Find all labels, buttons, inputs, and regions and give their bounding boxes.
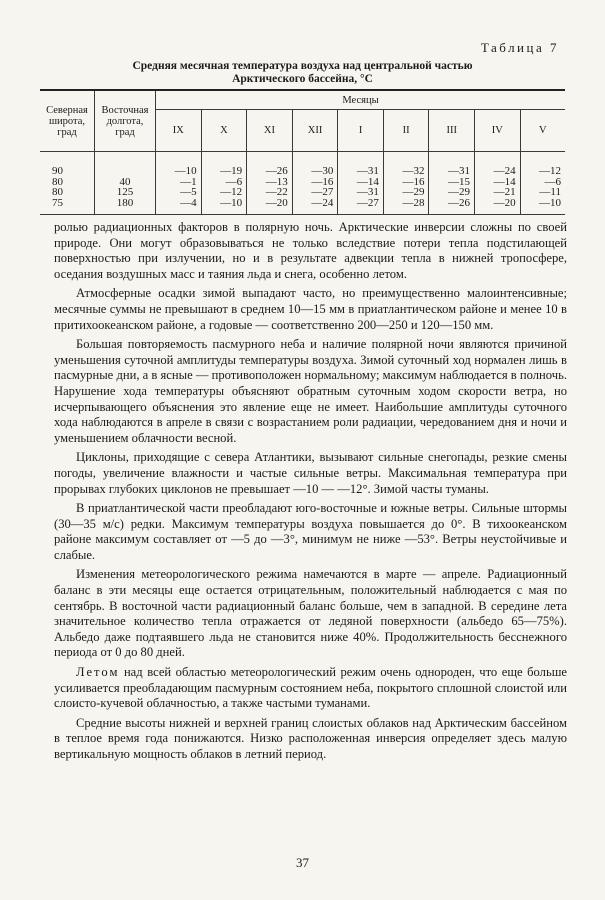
- cell-longitude: 125: [95, 187, 156, 198]
- cell-temperature: —6: [520, 177, 565, 188]
- cell-temperature: —14: [338, 177, 384, 188]
- spaced-lead-word: Летом: [76, 665, 120, 680]
- table-number: Таблица 7: [480, 40, 559, 55]
- cell-temperature: —19: [201, 152, 247, 177]
- header-months: Месяцы: [156, 90, 566, 110]
- cell-latitude: 80: [52, 175, 63, 188]
- paragraph: Большая повторяемость пасмурного неба и наличие полярной ночи являются причиной уменьшения суточной амплитуды температуры воздуха. Зимой суточный ход нормален лишь в пасмурные дни, а в ясные — противоположен нормальному; максимум наблюдается в полночь. Нарушение хода температуры объясняют обратным суточным ходом скорости ветра, но исчерпывающего объяснения это явление еще не имеет. Наибольшие амплитуды суточного хода наблюдаются в апреле в связи с возрастанием роли радиации, чередованием дня и ночи и уменьшением облачности весной.: [54, 337, 567, 445]
- cell-temperature: —1: [156, 177, 202, 188]
- cell-temperature: —27: [338, 198, 384, 215]
- cell-temperature: —14: [475, 177, 521, 188]
- cell-temperature: —20: [475, 198, 521, 215]
- cell-temperature: —24: [292, 198, 338, 215]
- table-row: [40, 187, 565, 198]
- cell-longitude: 180: [95, 198, 156, 215]
- cell-temperature: —11: [520, 187, 565, 198]
- cell-temperature: —24: [475, 152, 521, 177]
- month-header: III: [429, 110, 475, 152]
- paragraph: В приатлантической части преобладают юго-восточные и южные ветры. Сильные штормы (30—35 м/с) редки. Максимум температуры воздуха повышается до 0°. В тихоокеанском районе максимум составляет от —5 до —3°, минимум не ниже —53°. Ветры неустойчивые и слабые.: [54, 501, 567, 562]
- cell-longitude: 40: [95, 177, 156, 188]
- cell-temperature: —10: [520, 198, 565, 215]
- month-header: IX: [156, 110, 202, 152]
- cell-temperature: —4: [156, 198, 202, 215]
- paragraph: Средние высоты нижней и верхней границ слоистых облаков над Арктическим бассейном в теплое время года понижаются. Низко расположенная инверсия определяет здесь малую вертикальную мощность облаков в летний период.: [54, 715, 567, 761]
- page-number: 37: [296, 855, 309, 870]
- cell-temperature: —31: [429, 152, 475, 177]
- cell-temperature: —29: [383, 187, 429, 198]
- cell-temperature: —10: [201, 198, 247, 215]
- cell-temperature: —31: [338, 152, 384, 177]
- table-caption-line: Арктического бассейна, °С: [232, 73, 373, 85]
- cell-temperature: —32: [383, 152, 429, 177]
- cell-latitude: 80: [52, 186, 63, 198]
- paragraph: Атмосферные осадки зимой выпадают часто, но преимущественно малоинтенсивные; месячные суммы не превышают в среднем 10—15 мм в приатлантическом районе и менее 10 в притихоокеанском районе, а годовые — соответственно 200—250 и 120—150 мм.: [54, 286, 567, 332]
- header-latitude: Северная широта, град: [40, 90, 95, 152]
- cell-longitude: [95, 152, 156, 177]
- paragraph: [54, 665, 567, 712]
- table-row: [40, 198, 565, 215]
- table-caption-line: Средняя месячная температура воздуха над центральной частью: [132, 60, 473, 72]
- cell-temperature: —22: [247, 187, 293, 198]
- cell-temperature: —15: [429, 177, 475, 188]
- cell-temperature: —26: [247, 152, 293, 177]
- cell-temperature: —21: [475, 187, 521, 198]
- cell-temperature: —16: [292, 177, 338, 188]
- paragraph: ролью радиационных факторов в полярную ночь. Арктические инверсии сложны по своей природе. Они могут образовываться не только вследствие потери тепла подстилающей поверхностью при излучении, но и в результате адвекции тепла в нижней тропосфере, оседания воздушных масс и таяния льда и снега, особенно летом.: [54, 220, 567, 281]
- month-header: XI: [247, 110, 293, 152]
- cell-temperature: —5: [156, 187, 202, 198]
- table-row: [40, 152, 565, 177]
- cell-temperature: —30: [292, 152, 338, 177]
- cell-temperature: —27: [292, 187, 338, 198]
- paragraph: Изменения метеорологического режима намечаются в марте — апреле. Радиационный баланс в эти месяцы еще остается отрицательным, положительный наблюдается с мая по сентябрь. В восточной части радиационный баланс больше, чем в западной. В середине лета значительное количество тепла отражается от ледяной поверхности (альбедо 65—75%). Альбедо даже подтаявшего льда не становится ниже 40%. Продолжительность бесснежного периода от 0 до 80 дней.: [54, 567, 567, 660]
- cell-temperature: —29: [429, 187, 475, 198]
- month-header: XII: [292, 110, 338, 152]
- cell-latitude: 75: [40, 198, 95, 215]
- header-longitude: Восточная долгота, град: [95, 90, 156, 152]
- cell-temperature: —16: [383, 177, 429, 188]
- cell-temperature: —20: [247, 198, 293, 215]
- month-header: II: [383, 110, 429, 152]
- cell-temperature: —12: [520, 152, 565, 177]
- temperature-table: [40, 89, 565, 215]
- cell-temperature: —13: [247, 177, 293, 188]
- month-header: V: [520, 110, 565, 152]
- cell-temperature: —12: [201, 187, 247, 198]
- cell-temperature: —28: [383, 198, 429, 215]
- cell-temperature: —6: [201, 177, 247, 188]
- paragraph: Циклоны, приходящие с севера Атлантики, вызывают сильные снегопады, резкие смены погоды, увеличение влажности и частые сильные ветры. Максимальная температура при прорывах глубоких циклонов не превышает —10 — —12°. Зимой часты туманы.: [54, 450, 567, 496]
- paragraph-text: над всей областью метеорологический режим очень однороден, что еще больше усиливается преобладающим пасмурным состоянием неба, покрытого сплошной слоистой или слоисто-кучевой облачностью, а также частыми туманами.: [54, 665, 567, 711]
- cell-latitude: 90: [52, 165, 63, 177]
- table-caption: [40, 60, 565, 86]
- cell-temperature: —10: [156, 152, 202, 177]
- body-text: [54, 220, 567, 767]
- month-header: IV: [475, 110, 521, 152]
- cell-temperature: —26: [429, 198, 475, 215]
- cell-temperature: —31: [338, 187, 384, 198]
- month-header: I: [338, 110, 384, 152]
- month-header: X: [201, 110, 247, 152]
